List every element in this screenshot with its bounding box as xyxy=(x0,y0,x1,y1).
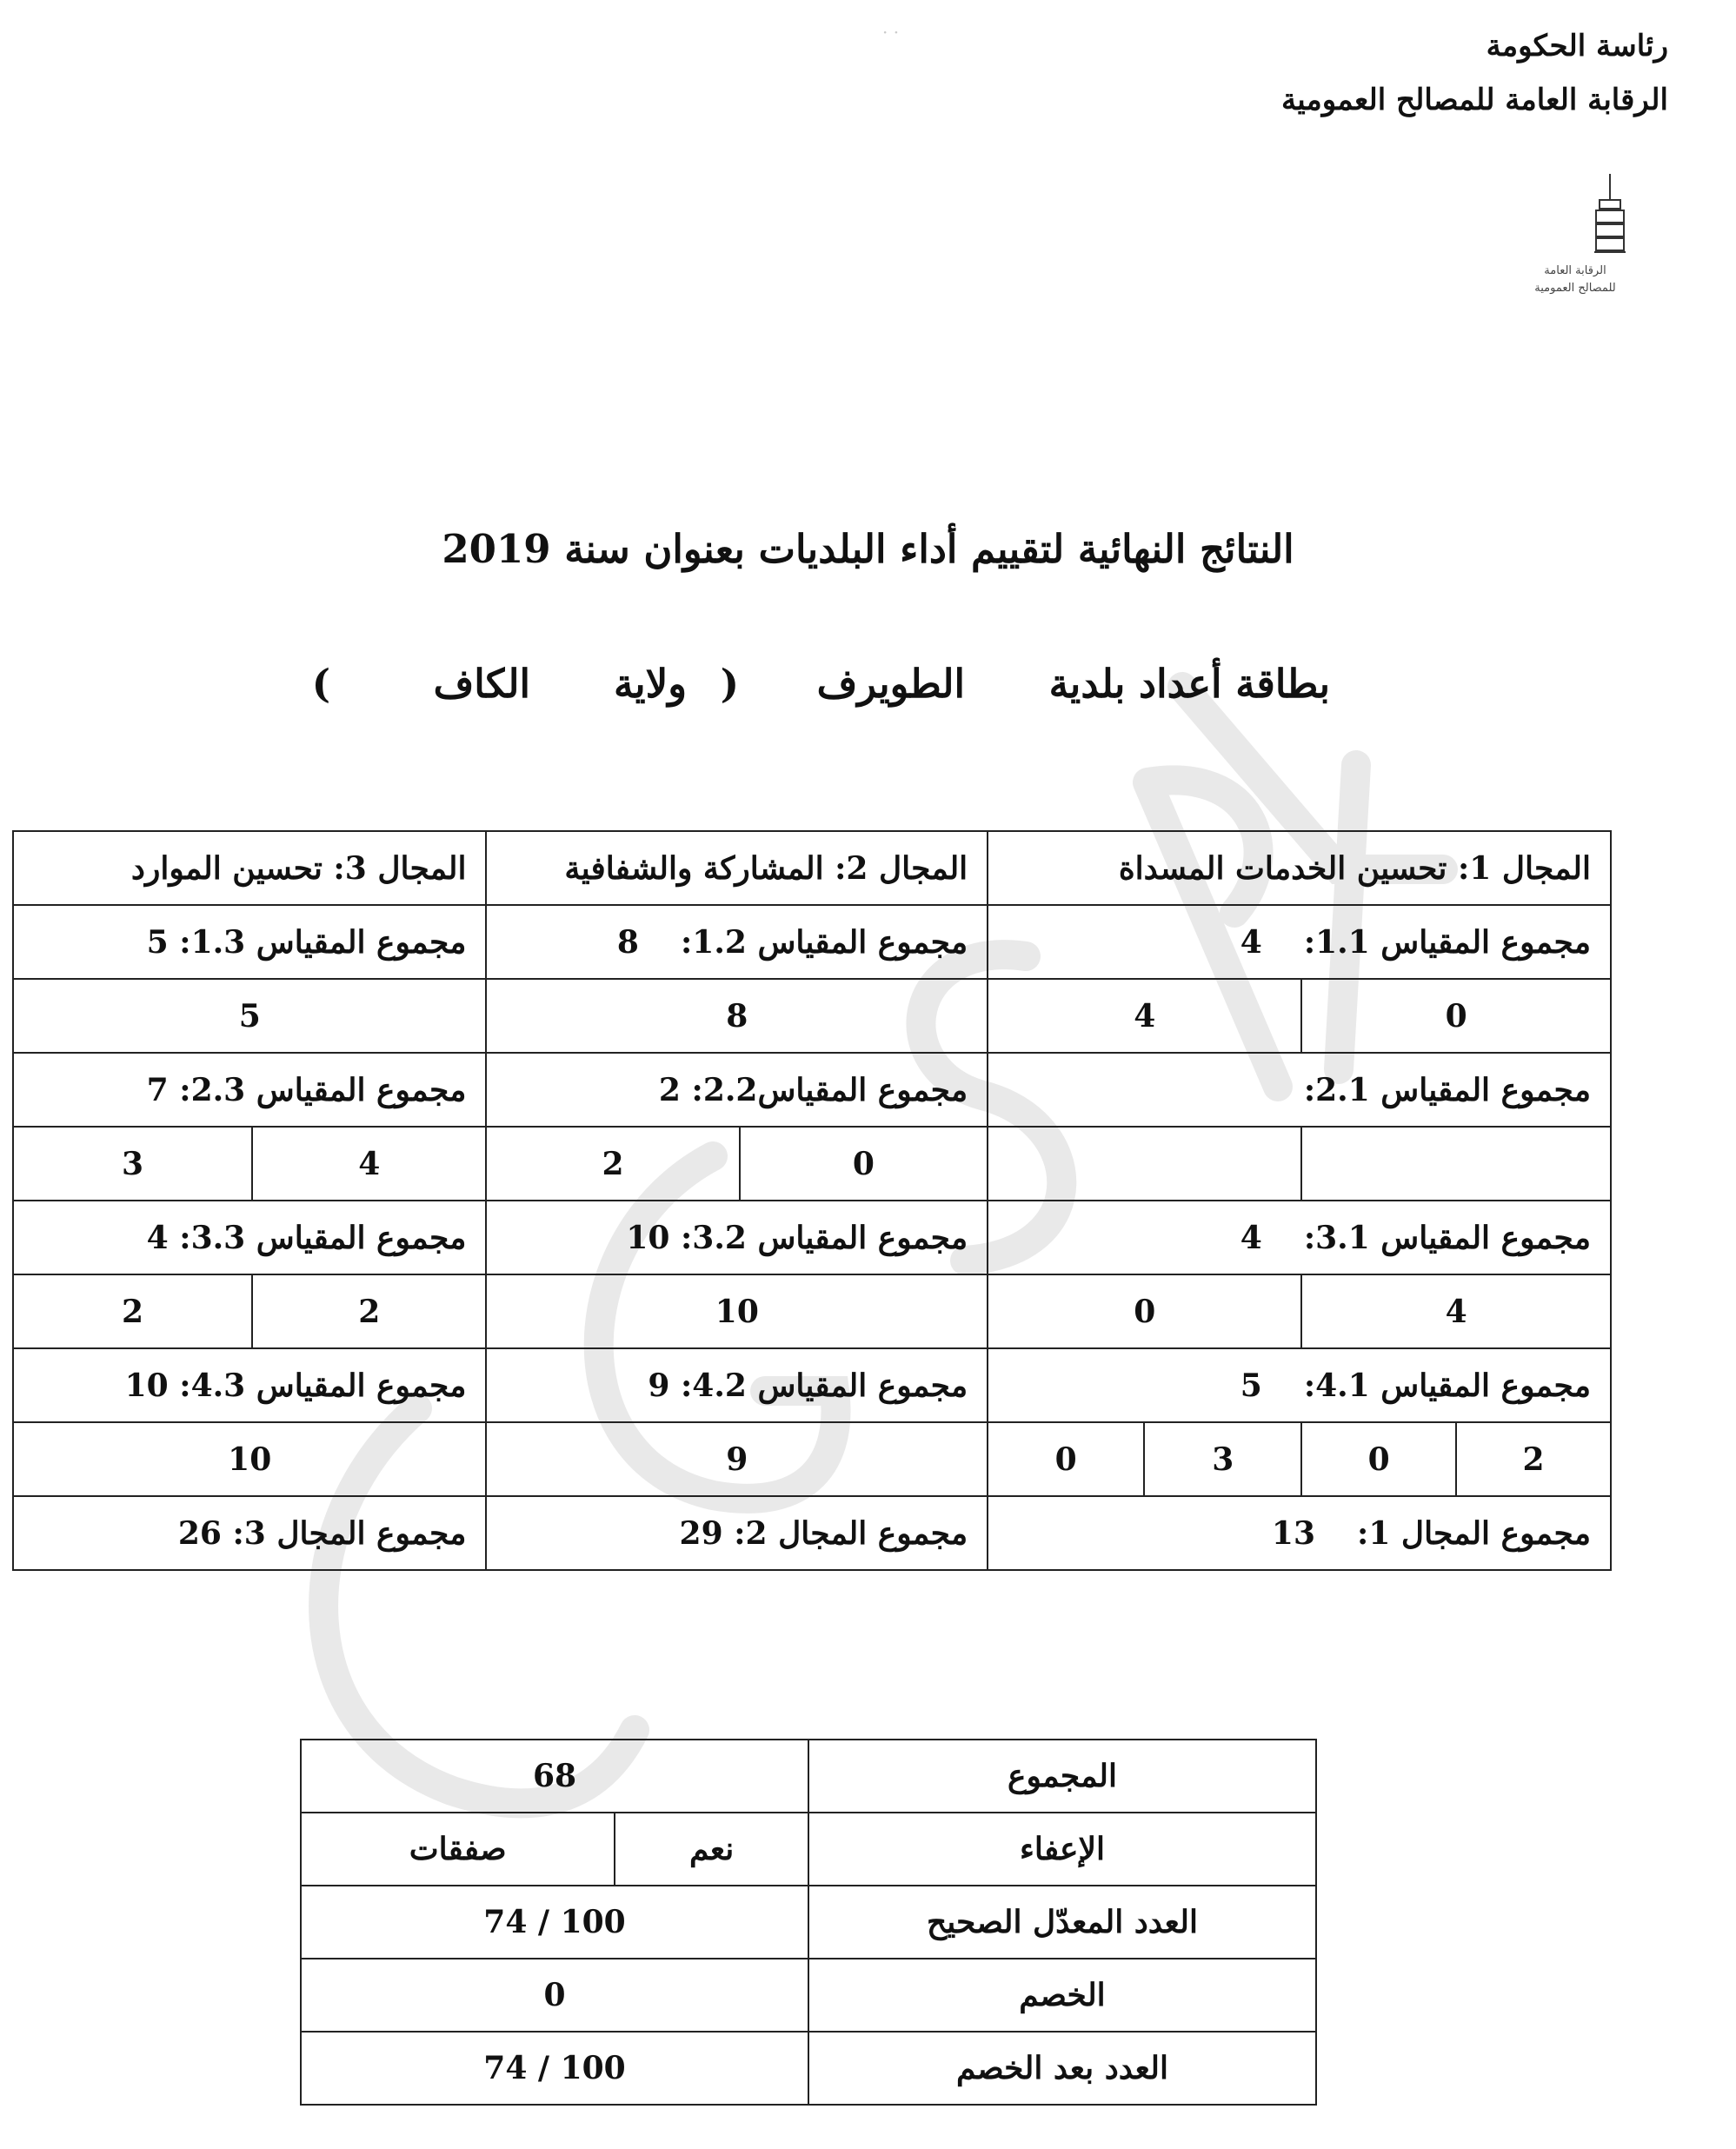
paren-open: ( xyxy=(720,661,739,707)
page-subtitle xyxy=(287,661,1330,723)
table-row xyxy=(13,1053,1611,1127)
exemption-yes: نعم xyxy=(615,1813,808,1886)
scan-mark: · · xyxy=(882,22,900,43)
criterion-total-cell: مجموع المقياس 4.1:5 xyxy=(988,1348,1611,1422)
summary-table xyxy=(300,1739,1317,2106)
score-cell xyxy=(988,1127,1301,1201)
table-row xyxy=(13,979,1611,1053)
table-row xyxy=(13,1201,1611,1274)
score-cell: 10 xyxy=(486,1274,988,1348)
criterion-total-cell: مجموع المقياس 3.1:4 xyxy=(988,1201,1611,1274)
score-cell: 2 xyxy=(13,1274,252,1348)
final-score-value: 74 / 100 xyxy=(301,2032,808,2105)
score-cell xyxy=(1301,1127,1611,1201)
exemption-label: الإعفاء xyxy=(808,1813,1316,1886)
criterion-total-cell: مجموع المقياس 4.3: 10 xyxy=(13,1348,486,1422)
criterion-total-cell: مجموع المقياس 2.1: xyxy=(988,1053,1611,1127)
adjusted-score-label: العدد المعدّل الصحيح xyxy=(808,1886,1316,1959)
table-row xyxy=(13,1274,1611,1348)
criterion-total-cell: مجموع المقياس 1.2:8 xyxy=(486,905,988,979)
card-label: بطاقة أعداد بلدية xyxy=(1048,661,1330,707)
score-cell: 0 xyxy=(1301,1422,1456,1496)
final-score-label: العدد بعد الخصم xyxy=(808,2032,1316,2105)
municipality-name: الطويرف xyxy=(816,661,965,707)
logo-text-2: للمصالح العمومية xyxy=(1534,282,1616,295)
score-cell: 10 xyxy=(13,1422,486,1496)
page-title: النتائج النهائية لتقييم أداء البلديات بعنوان سنة 2019 xyxy=(442,526,1294,572)
criterion-total-cell: مجموع المقياس 1.1:4 xyxy=(988,905,1611,979)
score-cell: 5 xyxy=(13,979,486,1053)
institution-emblem-icon xyxy=(1523,165,1653,304)
score-cell: 2 xyxy=(252,1274,487,1348)
criterion-total-cell: مجموع المقياس 1.3: 5 xyxy=(13,905,486,979)
table-row xyxy=(13,1496,1611,1570)
domain-3-header: المجال 3: تحسين الموارد xyxy=(13,831,486,905)
total-label: المجموع xyxy=(808,1740,1316,1813)
score-cell: 2 xyxy=(486,1127,739,1201)
criterion-total-cell: مجموع المقياس2.2: 2 xyxy=(486,1053,988,1127)
deduction-value: 0 xyxy=(301,1959,808,2032)
adjusted-score-value: 74 / 100 xyxy=(301,1886,808,1959)
criterion-total-cell: مجموع المقياس 2.3: 7 xyxy=(13,1053,486,1127)
domain-2-header: المجال 2: المشاركة والشفافية xyxy=(486,831,988,905)
domain-total-cell: مجموع المجال 2: 29 xyxy=(486,1496,988,1570)
table-row xyxy=(301,1740,1316,1813)
score-cell: 3 xyxy=(13,1127,252,1201)
score-cell: 4 xyxy=(988,979,1301,1053)
score-cell: 9 xyxy=(486,1422,988,1496)
domain-total-cell: مجموع المجال 3: 26 xyxy=(13,1496,486,1570)
score-cell: 0 xyxy=(988,1274,1301,1348)
criterion-total-cell: مجموع المقياس 3.2: 10 xyxy=(486,1201,988,1274)
score-cell: 2 xyxy=(1456,1422,1611,1496)
total-value: 68 xyxy=(301,1740,808,1813)
table-row xyxy=(13,831,1611,905)
paren-close: ) xyxy=(311,661,330,707)
criterion-total-cell: مجموع المقياس 3.3: 4 xyxy=(13,1201,486,1274)
criterion-total-cell: مجموع المقياس 4.2: 9 xyxy=(486,1348,988,1422)
table-row xyxy=(301,1959,1316,2032)
score-cell: 0 xyxy=(1301,979,1611,1053)
domain-total-cell: مجموع المجال 1:13 xyxy=(988,1496,1611,1570)
table-row xyxy=(301,2032,1316,2105)
header-government: رئاسة الحكومة xyxy=(1486,29,1668,63)
score-cell: 4 xyxy=(252,1127,487,1201)
table-row xyxy=(13,1348,1611,1422)
logo-text-1: الرقابة العامة xyxy=(1544,264,1606,277)
table-row xyxy=(301,1813,1316,1886)
document-header xyxy=(1281,19,1668,127)
deduction-label: الخصم xyxy=(808,1959,1316,2032)
table-row xyxy=(13,905,1611,979)
header-authority: الرقابة العامة للمصالح العمومية xyxy=(1281,83,1668,117)
scores-table xyxy=(12,830,1612,1571)
score-cell: 3 xyxy=(1144,1422,1301,1496)
domain-1-header: المجال 1: تحسين الخدمات المسداة xyxy=(988,831,1611,905)
exemption-item: صفقات xyxy=(301,1813,615,1886)
score-cell: 4 xyxy=(1301,1274,1611,1348)
score-cell: 8 xyxy=(486,979,988,1053)
table-row xyxy=(13,1422,1611,1496)
state-name: الكاف xyxy=(433,661,530,707)
table-row xyxy=(13,1127,1611,1201)
state-label: ولاية xyxy=(613,661,687,707)
score-cell: 0 xyxy=(988,1422,1144,1496)
table-row xyxy=(301,1886,1316,1959)
score-cell: 0 xyxy=(740,1127,988,1201)
